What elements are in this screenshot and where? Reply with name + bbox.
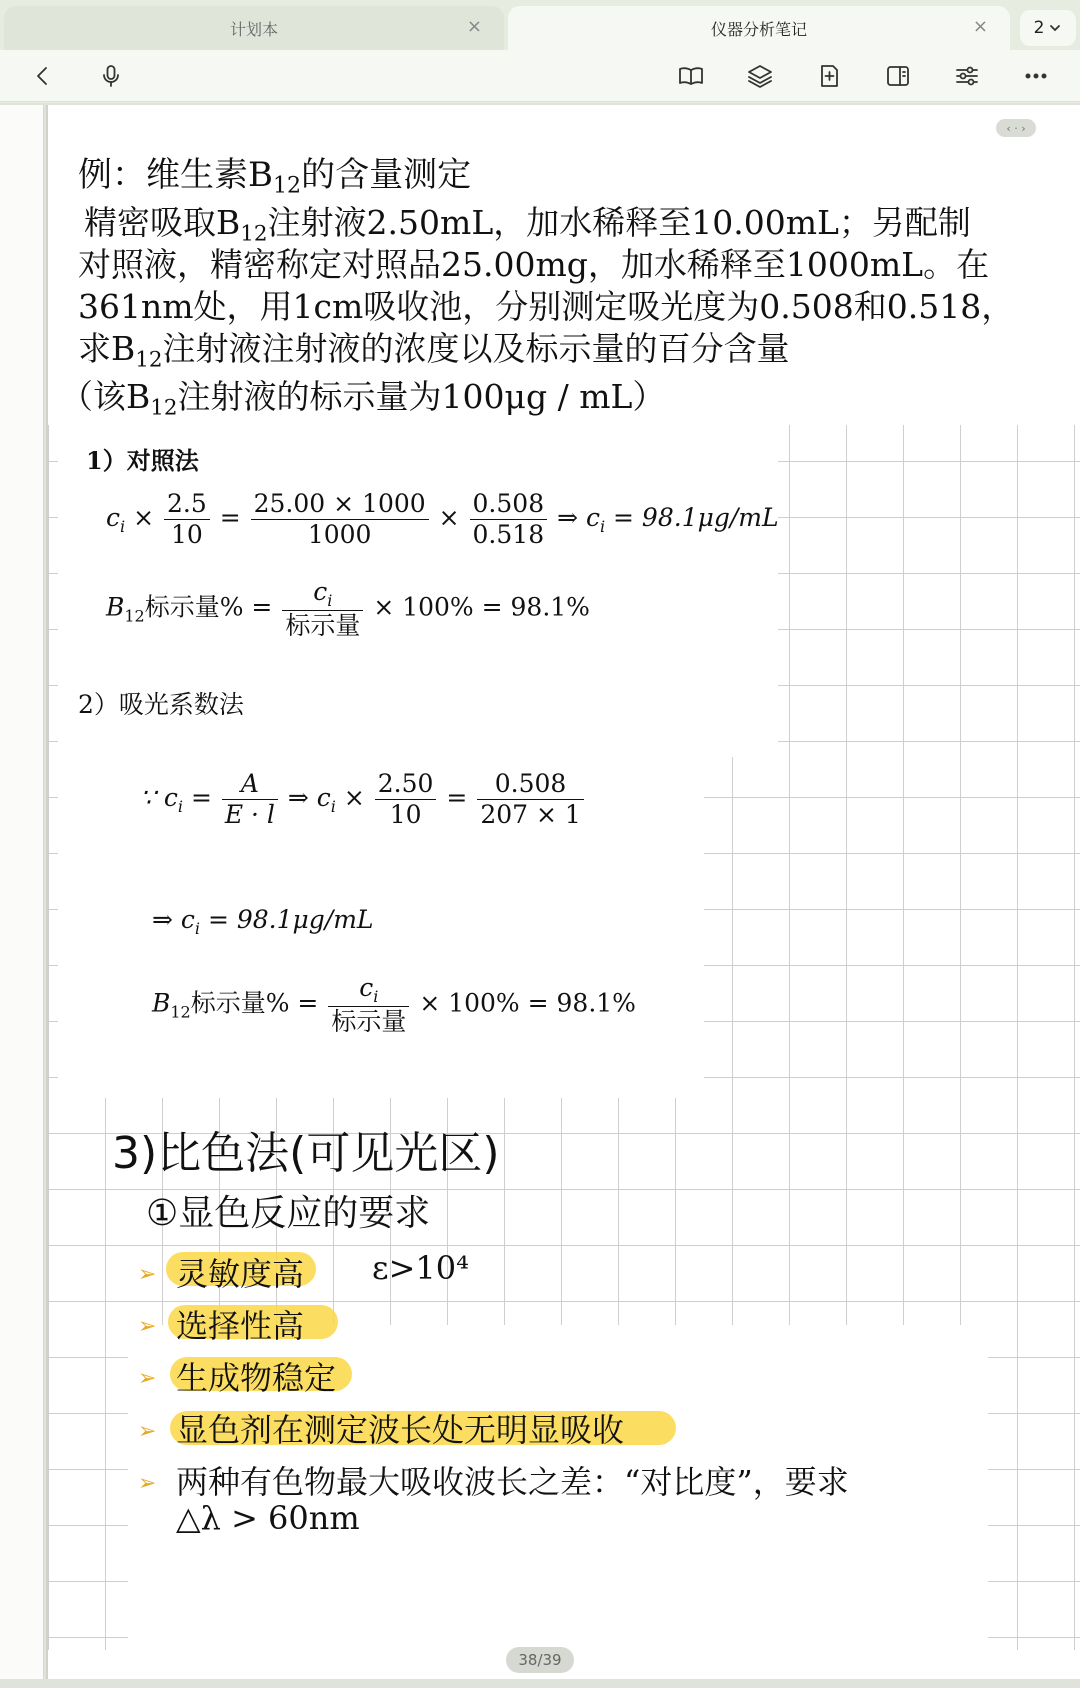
chevron-down-icon	[1048, 21, 1062, 35]
method1-percent: $B_{12}$标示量% = $\frac{c_i}{\text{标示量}}$ × 100% = 98.1%	[106, 577, 590, 641]
page-indicator: 38/39	[506, 1647, 574, 1673]
tab-instrument-notes[interactable]	[508, 6, 1010, 50]
bullet-arrow-icon: ➢	[138, 1419, 157, 1444]
example-line-5: （该$B_{12}$注射液的标示量为100μg / mL）	[60, 377, 666, 421]
method3-subheading: ①显色反应的要求	[146, 1193, 431, 1234]
method2-equation: ∵ $c_i$ = $\frac{A}{E \cdot l}$ ⇒ $c_i$ × $\frac{2.50}{10}$ = $\frac{0.508}{207 \times 1}$	[140, 769, 586, 830]
voice-button[interactable]	[92, 58, 130, 94]
code-view-handle[interactable]: ‹ · ›	[996, 119, 1036, 137]
layers-icon	[746, 62, 774, 90]
bullet-contrast: 两种有色物最大吸收波长之差：“对比度”，要求	[176, 1463, 849, 1501]
example-title: 例：维生素$B_{12}$的含量测定	[78, 155, 472, 199]
example-line-1: 精密吸取$B_{12}$注射液2.50mL，加水稀释至10.00mL；另配制	[84, 203, 971, 247]
microphone-icon	[97, 62, 125, 90]
add-page-button[interactable]	[810, 58, 848, 94]
bullet-stability: 生成物稳定	[176, 1359, 337, 1397]
example-line-2: 对照液，精密称定对照品25.00mg，加水稀释至1000mL。在	[78, 245, 990, 284]
method2-result: ⇒ $c_i = 98.1\mu g/mL$	[152, 905, 374, 938]
toolbar	[0, 50, 1080, 102]
bullet-sensitivity: 灵敏度高	[176, 1255, 305, 1293]
page-margin	[0, 105, 44, 1679]
bullet-contrast-line2: △λ > 60nm	[176, 1499, 360, 1537]
bullet-arrow-icon: ➢	[138, 1314, 157, 1339]
back-button[interactable]	[24, 58, 62, 94]
bullet-arrow-icon: ➢	[138, 1471, 157, 1496]
method2-percent: $B_{12}$标示量% = $\frac{c_i}{\text{标示量}}$ × 100% = 98.1%	[152, 973, 636, 1037]
close-icon[interactable]: ×	[466, 16, 482, 37]
split-view-icon	[884, 62, 912, 90]
tab-label: 仪器分析笔记	[710, 19, 807, 39]
sidebar-toggle-button[interactable]	[879, 58, 917, 94]
tab-count-label: 2	[1033, 18, 1045, 38]
book-icon	[677, 62, 705, 90]
bullet-sensitivity-value: ε>10⁴	[372, 1249, 469, 1287]
method1-heading: 1）对照法	[86, 446, 199, 475]
add-page-icon	[815, 62, 843, 90]
method3-heading: 3)比色法(可见光区)	[112, 1128, 500, 1179]
more-icon	[1022, 62, 1050, 90]
bullet-arrow-icon: ➢	[138, 1366, 157, 1391]
close-icon[interactable]: ×	[972, 16, 988, 37]
example-line-4: 求$B_{12}$注射液注射液的浓度以及标示量的百分含量	[78, 329, 790, 373]
tab-label: 计划本	[229, 19, 278, 39]
bullet-selectivity: 选择性高	[176, 1307, 305, 1345]
sliders-icon	[953, 62, 981, 90]
bullet-reagent: 显色剂在测定波长处无明显吸收	[176, 1411, 625, 1449]
tab-planner[interactable]	[4, 6, 504, 50]
layers-button[interactable]	[741, 58, 779, 94]
chevron-left-icon	[29, 62, 57, 90]
tab-count-button[interactable]	[1020, 10, 1076, 46]
method1-equation: $c_i$ × $\frac{2.5}{10}$ = $\frac{25.00 \times 1000}{1000}$ × $\frac{0.508}{0.518}$ ⇒ $c_i = 98.1\mu g/mL$	[106, 489, 779, 549]
tab-bar	[0, 0, 1080, 52]
note-page[interactable]	[46, 105, 1080, 1679]
read-mode-button[interactable]	[672, 58, 710, 94]
settings-button[interactable]	[948, 58, 986, 94]
bullet-arrow-icon: ➢	[138, 1262, 157, 1287]
method2-heading: 2）吸光系数法	[78, 690, 244, 719]
more-button[interactable]	[1017, 58, 1055, 94]
note-viewport[interactable]	[0, 103, 1080, 1688]
example-line-3: 361nm处，用1cm吸收池，分别测定吸光度为0.508和0.518，	[78, 287, 1015, 326]
